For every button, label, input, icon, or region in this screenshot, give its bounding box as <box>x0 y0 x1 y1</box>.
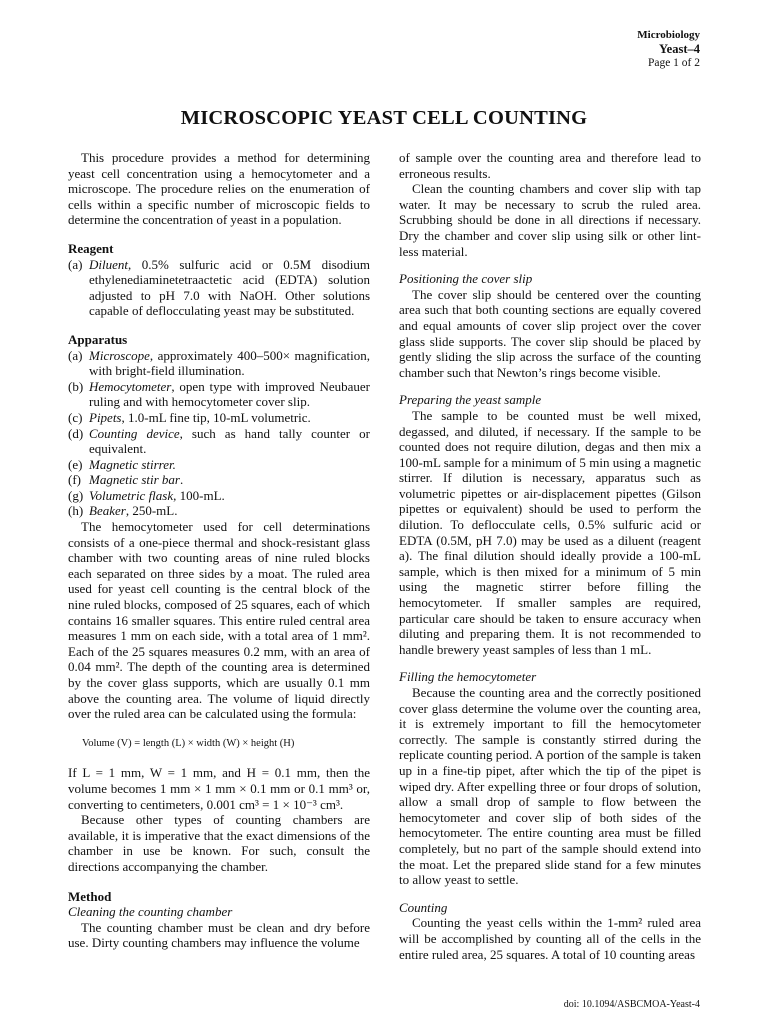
clean-paragraph: Clean the counting chambers and cover slip with tap water. It may be necessary to scrub the ruled area. Scrubbing should be done in all directions if necessary. Dry the chamber and cover slip using silk or other lint-less material. <box>399 181 701 259</box>
item-label: (d) <box>68 425 84 441</box>
intro-paragraph: This procedure provides a method for determining yeast cell concentration using a hemocytometer and a microscope. The procedure relies on the enumeration of cells within a specific number of microscopic fields to determine the concentration of yeast in a population. <box>68 150 370 228</box>
item-label: (h) <box>68 503 84 519</box>
item-text: , approximately 400–500× magnification, with bright-field illumination. <box>89 347 370 379</box>
item-name: Magnetic stirrer. <box>89 456 176 472</box>
item-label: (a) <box>68 256 83 272</box>
item-label: (f) <box>68 472 81 488</box>
item-text: , 100-mL. <box>173 487 225 503</box>
item-name: Magnetic stir bar <box>89 472 180 488</box>
item-label: (e) <box>68 456 83 472</box>
preparing-paragraph: The sample to be counted must be well mixed, degassed, and diluted, if necessary. If the sample to be counted does not require dilution, degas and then mix a 100-mL sample for a minimum of 5 min using a magnetic stirrer. If dilution is necessary, apparatus such as volumetric pipettes or air-displacement pipettes (Gilson pipettes or equivalent) should be used to perform the dilution. To deflocculate cells, 0.5% sulfuric acid or EDTA (0.5M, pH 7.0) may be used as a diluent (reagent a). The final dilution should ideally provide a 100-mL sample, which is then mixed for a minimum of 5 min using the magnetic stirrer before filling the hemocytometer. If smaller samples are required, particular care should be taken to ensure accuracy when diluting and preparing them. It is not recommended to handle brewery yeast samples of less than 1 mL. <box>399 407 701 657</box>
item-text: , 250-mL. <box>125 503 178 519</box>
item-text: , 0.5% sulfuric acid or 0.5M disodium ethylenediaminetetraactetic acid (EDTA) solution adjusted to pH 7.0 with NaOH. Other solutions capable of deflocculating yeast may be substituted. <box>89 256 370 319</box>
apparatus-heading: Apparatus <box>68 331 128 347</box>
preparing-subheading: Preparing the yeast sample <box>399 392 542 408</box>
reagent-list <box>68 257 370 319</box>
header-method-code: Yeast–4 <box>659 42 700 56</box>
filling-paragraph: Because the counting area and the correctly positioned cover glass determine the volume over the counting area, it is extremely important to fill the hemocytometer correctly. The sample is constantly stirred during the replicate counting period. A portion of the sample is taken up in a fine-tip pipet, after which the tip of the pipet is wiped dry. After expelling three or four drops of solution, allow a small drop of sample to flow between the hemocytometer and cover slip of both sides of the hemocytometer. The entire counting area must be filled completely, but no part of the sample should extend into the moat. Let the prepared slide stand for a few minutes to allow yeast to settle. <box>399 685 701 888</box>
item-label: (a) <box>68 347 83 363</box>
page-title: MICROSCOPIC YEAST CELL COUNTING <box>180 107 588 129</box>
cleaning-paragraph: The counting chamber must be clean and dry before use. Dirty counting chambers may influence the volume <box>68 919 370 951</box>
method-heading: Method <box>68 888 112 904</box>
reagent-item <box>68 257 370 319</box>
apparatus-item <box>68 348 370 379</box>
header-page-number: Page 1 of 2 <box>647 57 700 69</box>
item-name: Beaker <box>89 503 126 519</box>
hemocytometer-paragraph: The hemocytometer used for cell determinations consists of a one-piece thermal and shock-resistant glass chamber with two counting areas of nine ruled blocks each separated on three sides by a moat. The ruled area used for yeast cell counting is the central block of the nine ruled blocks, composed of 25 squares, each of which contains 16 smaller squares. This entire ruled central area measures 1 mm on each side, with a total area of 1 mm². Each of the 25 squares measures 0.2 mm, with an area of 0.04 mm². The depth of the counting area is determined by the cover glass supports, which are usually 0.1 mm above the counting area. The volume of liquid directly over the ruled area can be calculated using the formula: <box>68 519 370 722</box>
chambers-paragraph: Because other types of counting chambers are available, it is imperative that the exact dimensions of the chamber in use be known. For such, consult the directions accompanying the chamber. <box>68 812 370 874</box>
reagent-heading: Reagent <box>68 240 114 256</box>
positioning-paragraph: The cover slip should be centered over the counting area such that both counting sections are equally covered and equal amounts of cover slip project over the cover glass slide supports. The cover slip should be placed by gently sliding the slip across the surface of the counting chamber such that Newton’s rings become visible. <box>399 286 701 380</box>
doi-footer: doi: 10.1094/ASBCMOA-Yeast-4 <box>563 999 700 1010</box>
item-name: Microscope <box>89 347 150 363</box>
item-name: Diluent <box>89 256 128 272</box>
continued-paragraph: of sample over the counting area and therefore lead to erroneous results. <box>399 150 701 181</box>
apparatus-item <box>68 503 370 519</box>
item-text: . <box>180 472 184 488</box>
apparatus-item <box>68 457 370 473</box>
left-column <box>68 150 370 951</box>
apparatus-list <box>68 348 370 520</box>
item-text: , such as hand tally counter or equivalent. <box>89 425 371 457</box>
apparatus-item <box>68 379 370 410</box>
header-department: Microbiology <box>637 29 700 41</box>
apparatus-item <box>68 472 370 488</box>
apparatus-item <box>68 426 370 457</box>
item-label: (c) <box>68 409 83 425</box>
item-label: (g) <box>68 487 84 503</box>
apparatus-item <box>68 410 370 426</box>
running-header <box>637 28 700 70</box>
volume-formula: Volume (V) = length (L) × width (W) × height (H) <box>82 737 295 749</box>
filling-subheading: Filling the hemocytometer <box>399 669 537 685</box>
volume-paragraph: If L = 1 mm, W = 1 mm, and H = 0.1 mm, then the volume becomes 1 mm × 1 mm × 0.1 mm or 0.1 mm³ or, converting to centimeters, 0.001 cm³ = 1 × 10⁻³ cm³. <box>68 765 370 812</box>
right-column <box>399 150 701 962</box>
item-name: Volumetric flask <box>89 487 174 503</box>
counting-subheading: Counting <box>399 899 448 915</box>
apparatus-item <box>68 488 370 504</box>
item-text: , 1.0-mL fine tip, 10-mL volumetric. <box>121 409 311 425</box>
cleaning-subheading: Cleaning the counting chamber <box>68 904 233 920</box>
item-name: Hemocytometer <box>89 378 172 394</box>
positioning-subheading: Positioning the cover slip <box>399 271 533 287</box>
counting-paragraph: Counting the yeast cells within the 1-mm² ruled area will be accomplished by counting all of the cells in the entire ruled area, 25 squares. A total of 10 counting areas <box>399 915 701 962</box>
item-text: , open type with improved Neubauer ruling and with hemocytometer cover slip. <box>89 378 370 410</box>
item-name: Pipets <box>89 409 122 425</box>
item-label: (b) <box>68 378 84 394</box>
item-name: Counting device <box>89 425 180 441</box>
